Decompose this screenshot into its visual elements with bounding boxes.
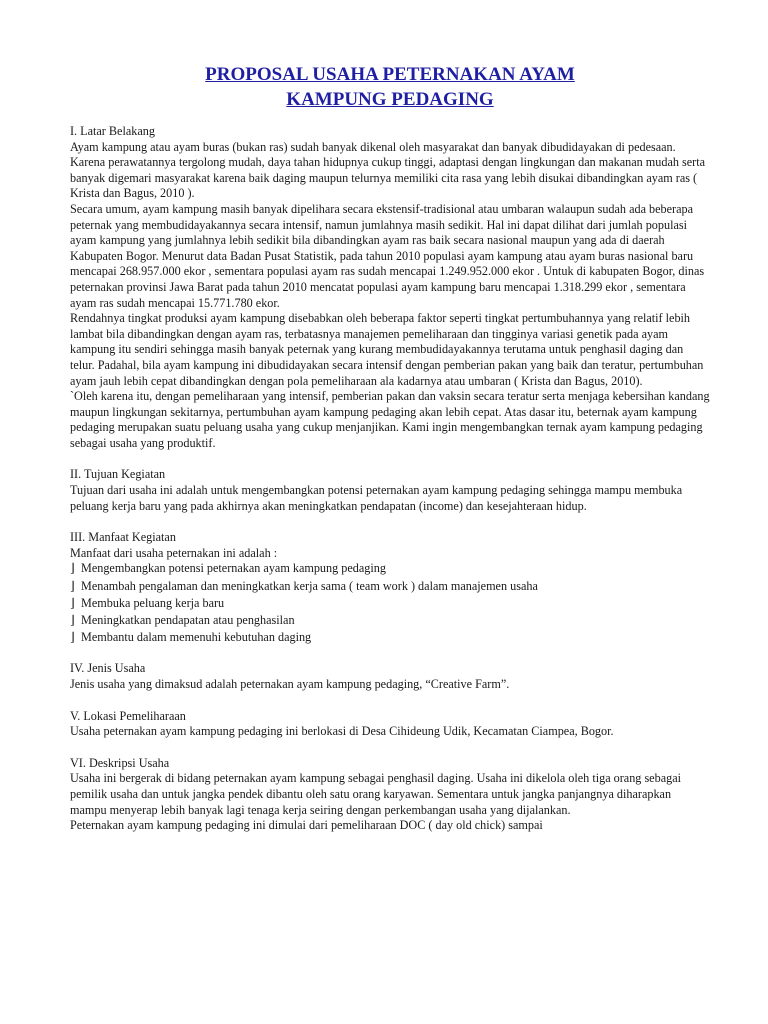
paragraph: Secara umum, ayam kampung masih banyak dipelihara secara ekstensif-tradisional atau umbaran walaupun sudah ada beberapa peternak yang membudidayakannya secara intensif, namun jumlahnya masih sedikit. Hal ini dapat dilihat dari jumlah populasi ayam kampung yang jumlahnya lebih sedikit bila dibandingkan ayam ras baik secara nasional maupun yang ada di daerah Kabupaten Bogor. Menurut data Badan Pusat Statistik, pada tahun 2010 populasi ayam kampung atau ayam buras nasional baru mencapai 268.957.000 ekor , sementara populasi ayam ras sudah mencapai 1.249.952.000 ekor . Untuk di kabupaten Bogor, dinas peternakan provinsi Jawa Barat pada tahun 2010 mencatat populasi ayam kampung baru mencapai 1.318.299 ekor , sementara ayam ras sudah mencapai 15.771.780 ekor. xyxy=(70,201,705,310)
list-item-text: Meningkatkan pendapatan atau penghasilan xyxy=(81,612,295,627)
paragraph: Jenis usaha yang dimaksud adalah peternakan ayam kampung pedaging, “Creative Farm”. xyxy=(70,677,510,691)
title-line-2: KAMPUNG PEDAGING xyxy=(286,89,494,110)
section-latar-belakang xyxy=(70,124,710,451)
list-item-text: Membuka peluang kerja baru xyxy=(81,595,225,610)
paragraph: Usaha peternakan ayam kampung pedaging ini berlokasi di Desa Cihideung Udik, Kecamatan Ciampea, Bogor. xyxy=(70,724,614,739)
bullet-icon: ⌋ xyxy=(70,612,75,627)
section-heading: V. Lokasi Pemeliharaan xyxy=(70,708,186,723)
section-manfaat-kegiatan xyxy=(70,530,710,645)
paragraph: Rendahnya tingkat produksi ayam kampung disebabkan oleh beberapa faktor seperti tingkat pertumbuhannya yang relatif lebih lambat bila dibandingkan dengan ayam ras, terbatasnya manajemen pemeliharaan dan tingginya variasi genetik pada ayam kampung itu sendiri sehingga masih banyak peternak yang kurang membudidayakannya terutama untuk penghasil daging dan telur. Padahal, bila ayam kampung ini dibudidayakan secara intensif dengan pemberian pakan yang baik dan teratur, pertumbuhan ayam jauh lebih cepat dibandingkan dengan pola pemeliharaan ala kadarnya atau umbaran ( Krista dan Bagus, 2010). xyxy=(70,311,704,388)
paragraph: `Oleh karena itu, dengan pemeliharaan yang intensif, pemberian pakan dan vaksin secara teratur serta menjaga kebersihan kandang maupun lingkungan sekitarnya, pertumbuhan ayam kampung pedaging akan lebih cepat. Atas dasar itu, beternak ayam kampung pedaging merupakan suatu peluang usaha yang cukup menjanjikan. Kami ingin mengembangkan ternak ayam kampung pedaging sebagai usaha yang produktif. xyxy=(70,389,710,450)
section-heading: II. Tujuan Kegiatan xyxy=(70,467,166,482)
benefit-list xyxy=(70,561,710,645)
document-title xyxy=(70,62,710,112)
section-heading: I. Latar Belakang xyxy=(70,124,155,138)
list-item xyxy=(70,630,710,646)
bullet-icon: ⌋ xyxy=(70,578,75,593)
paragraph: Usaha ini bergerak di bidang peternakan ayam kampung sebagai penghasil daging. Usaha ini dikelola oleh tiga orang sebagai pemilik usaha dan untuk jangka pendek dibantu oleh satu orang karyawan. Sementara untuk jangka panjangnya diharapkan mampu menyerap lebih banyak lagi tenaga kerja seiring dengan perkembangan usaha yang dijalankan. xyxy=(70,771,681,817)
list-item xyxy=(70,613,710,629)
bullet-icon: ⌋ xyxy=(70,561,75,576)
bullet-icon: ⌋ xyxy=(70,629,75,644)
paragraph: Peternakan ayam kampung pedaging ini dimulai dari pemeliharaan DOC ( day old chick) sampai xyxy=(70,818,543,833)
section-heading: IV. Jenis Usaha xyxy=(70,661,146,676)
paragraph: Manfaat dari usaha peternakan ini adalah : xyxy=(70,545,278,560)
bullet-icon: ⌋ xyxy=(70,595,75,610)
section-heading: III. Manfaat Kegiatan xyxy=(70,530,176,545)
section-lokasi-pemeliharaan xyxy=(70,709,710,740)
list-item-text: Membantu dalam memenuhi kebutuhan daging xyxy=(81,629,312,644)
list-item xyxy=(70,561,710,577)
paragraph: Tujuan dari usaha ini adalah untuk mengembangkan potensi peternakan ayam kampung pedaging sehingga mampu membuka peluang kerja baru yang pada akhirnya akan meningkatkan pendapatan (income) dan kesejahteraan hidup. xyxy=(70,483,683,513)
section-heading: VI. Deskripsi Usaha xyxy=(70,755,170,770)
list-item-text: Menambah pengalaman dan meningkatkan kerja sama ( team work ) dalam manajemen usaha xyxy=(81,578,538,593)
title-line-1: PROPOSAL USAHA PETERNAKAN AYAM xyxy=(205,64,575,85)
document-page xyxy=(70,62,710,850)
section-tujuan-kegiatan xyxy=(70,467,710,514)
list-item xyxy=(70,596,710,612)
list-item-text: Mengembangkan potensi peternakan ayam kampung pedaging xyxy=(81,561,386,576)
list-item xyxy=(70,579,710,595)
section-deskripsi-usaha xyxy=(70,756,710,834)
section-jenis-usaha xyxy=(70,661,710,692)
paragraph: Ayam kampung atau ayam buras (bukan ras) sudah banyak dikenal oleh masyarakat dan banyak dibudidayakan di pedesaan. Karena perawatannya tergolong mudah, daya tahan hidupnya cukup tinggi, adaptasi dengan lingkungan dan makanan mudah serta banyak digemari masyarakat karena baik daging maupun telurnya memiliki cita rasa yang lebih disukai dibandingkan ayam ras ( Krista dan Bagus, 2010 ). xyxy=(70,139,706,201)
document-body xyxy=(70,124,710,834)
